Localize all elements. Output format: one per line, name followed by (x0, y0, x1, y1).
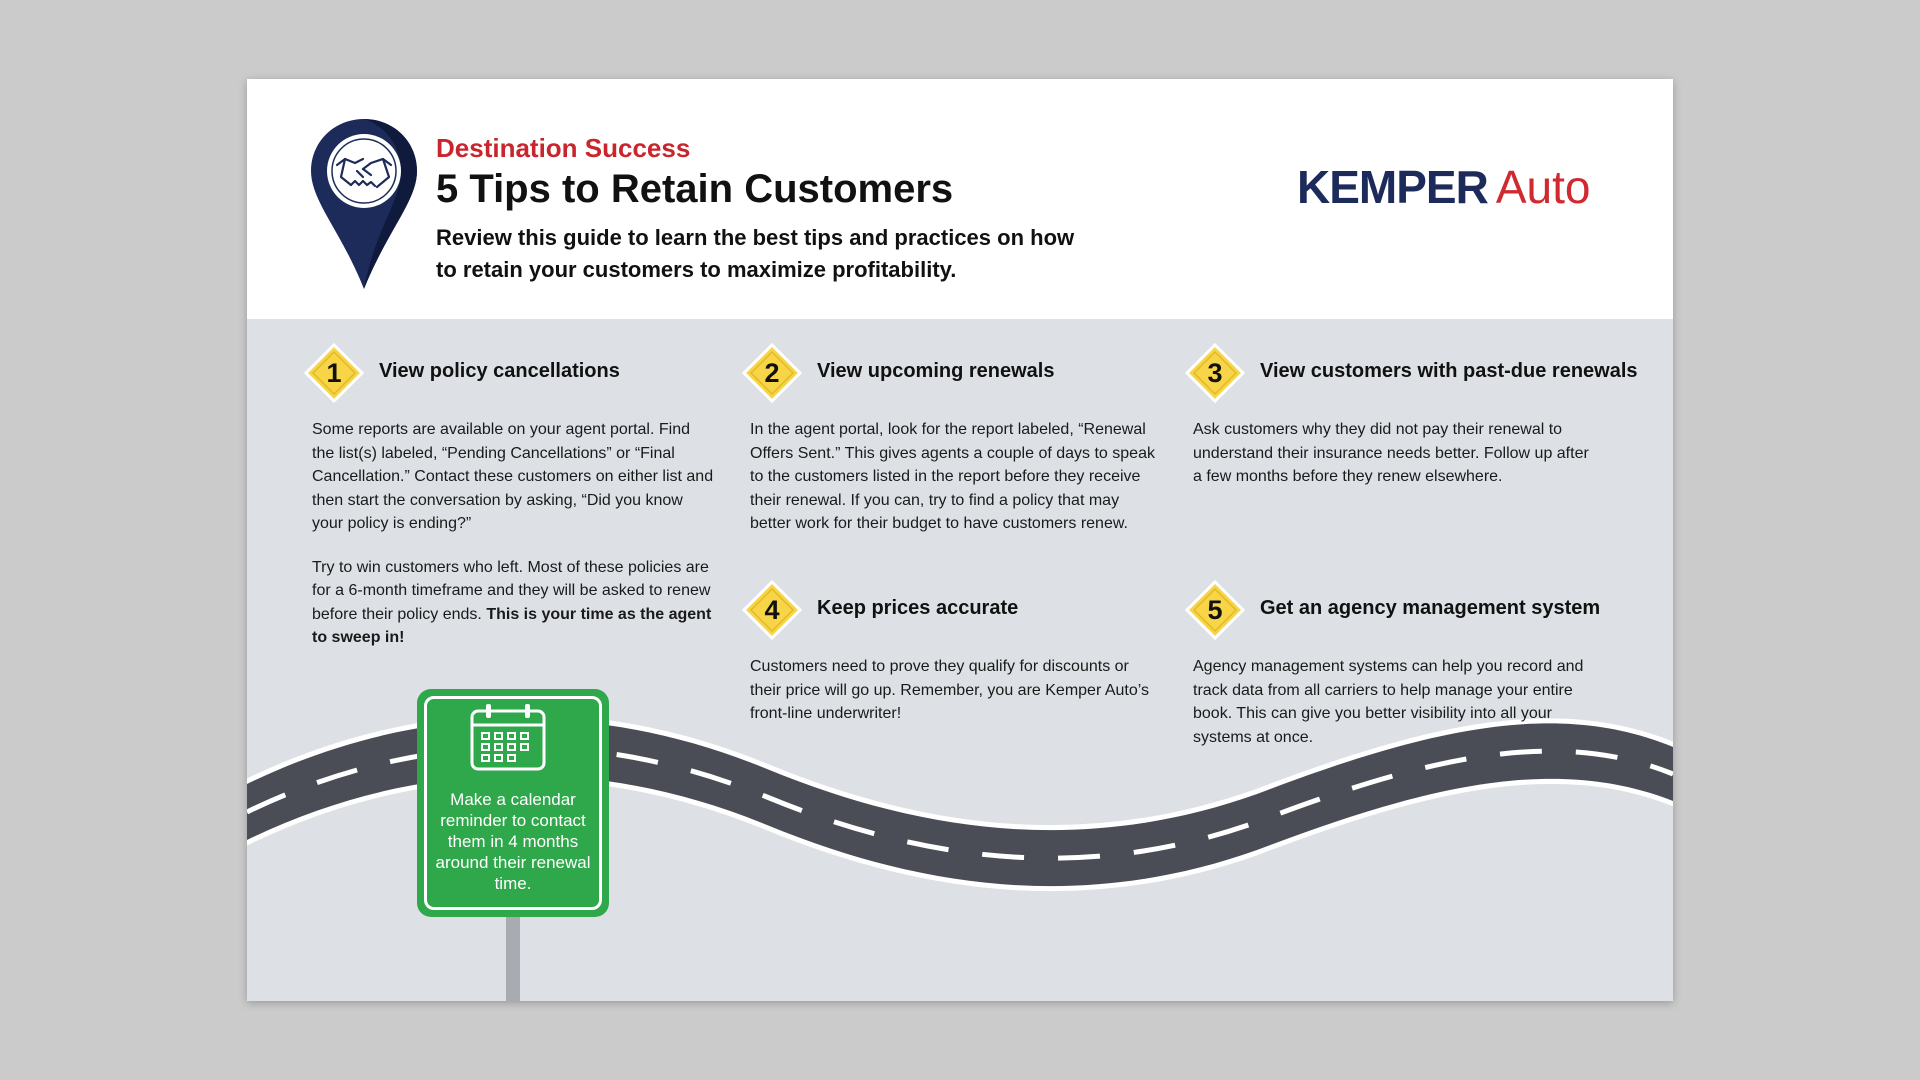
logo-brand: KEMPER (1297, 161, 1488, 213)
reminder-message: Make a calendar reminder to contact them in 4 months around their renewal time. (435, 790, 591, 893)
tip-1-paragraph-2 (312, 556, 714, 650)
tip-3-heading: View customers with past-due renewals (1260, 360, 1638, 382)
logo-product: Auto (1495, 161, 1591, 213)
tip-4-paragraph: Customers need to prove they qualify for discounts or their price will go up. Remember, you are Kemper Auto’s front-line underwriter! (750, 658, 1150, 722)
page-subtitle: Review this guide to learn the best tips and practices on how to retain your customers to maximize profitability. (436, 225, 1075, 282)
tip-5-body (1193, 655, 1601, 769)
page-title: 5 Tips to Retain Customers (436, 167, 954, 211)
tip-2-heading: View upcoming renewals (817, 360, 1055, 382)
tip-3-number: 3 (1207, 358, 1223, 388)
tip-1-body (312, 418, 714, 670)
tip-4-badge (742, 580, 802, 640)
tip-5-paragraph: Agency management systems can help you record and track data from all carriers to help manage your entire book. This can give you better visibility into all your systems at once. (1193, 658, 1584, 746)
tip-4-number: 4 (764, 595, 780, 625)
reminder-sign (417, 689, 609, 917)
tip-4-heading: Keep prices accurate (817, 597, 1019, 619)
tip-1-heading: View policy cancellations (379, 360, 620, 382)
tip-2-paragraph: In the agent portal, look for the report labeled, “Renewal Offers Sent.” This gives agents a couple of days to speak to the customers listed in the report before they receive their renewal. If you can, try to find a policy that may better work for their budget to have customers renew. (750, 421, 1155, 532)
eyebrow-text: Destination Success (436, 133, 691, 163)
tip-3-badge (1185, 343, 1245, 403)
tip-1-paragraph: Some reports are available on your agent portal. Find the list(s) labeled, “Pending Cancellations” or “Final Cancellation.” Contact these customers on either list and then start the conversation by asking, “Did you know your policy is ending?” (312, 421, 714, 532)
calendar-icon (469, 701, 547, 773)
tip-1-badge (304, 343, 364, 403)
tip-5-badge (1185, 580, 1245, 640)
tip-3-body (1193, 418, 1593, 509)
tip-4-body (750, 655, 1162, 746)
tip-5-number: 5 (1207, 595, 1223, 625)
tip-2-body (750, 418, 1162, 556)
infographic-card (247, 79, 1673, 1001)
tip-2-number: 2 (764, 358, 780, 388)
sign-post (506, 917, 520, 1001)
tip-1-number: 1 (326, 358, 342, 388)
tip-3-paragraph: Ask customers why they did not pay their renewal to understand their insurance needs better. Follow up after a few months before they renew elsewhere. (1193, 421, 1589, 485)
tip-5-heading: Get an agency management system (1260, 597, 1601, 619)
tip-1-paragraph-2-text: Try to win customers who left. Most of these policies are for a 6-month timeframe and they will be asked to renew before their policy ends. (312, 558, 711, 623)
tip-1-paragraph-2-bold: This is your time as the agent to sweep in! (312, 605, 712, 646)
tip-2-badge (742, 343, 802, 403)
